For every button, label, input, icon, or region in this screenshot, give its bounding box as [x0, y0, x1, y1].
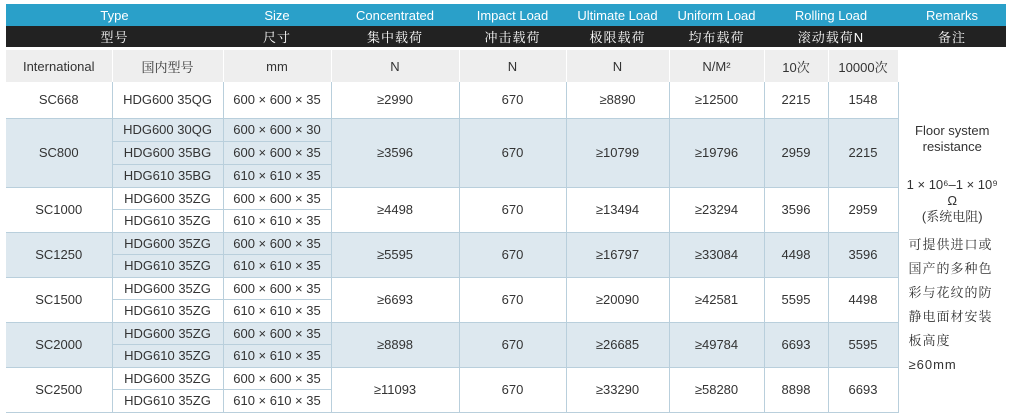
international-model: SC800 — [6, 118, 112, 187]
remarks-resistance: Floor system resistance — [915, 123, 990, 154]
unit-ultimate: N — [566, 49, 669, 83]
concentrated-load: ≥8898 — [331, 322, 459, 367]
rolling-load-10000: 4498 — [828, 277, 898, 322]
header-concentrated-cn: 集中载荷 — [331, 26, 459, 49]
panel-size: 600 × 600 × 35 — [223, 82, 331, 118]
panel-size: 600 × 600 × 35 — [223, 187, 331, 210]
unit-size: mm — [223, 49, 331, 83]
uniform-load: ≥58280 — [669, 367, 764, 412]
header-concentrated: Concentrated — [331, 4, 459, 26]
international-model: SC1250 — [6, 232, 112, 277]
rolling-load-10000: 6693 — [828, 367, 898, 412]
international-model: SC1500 — [6, 277, 112, 322]
panel-size: 610 × 610 × 35 — [223, 210, 331, 233]
uniform-load: ≥33084 — [669, 232, 764, 277]
unit-rolling-10: 10次 — [764, 49, 828, 83]
international-model: SC2000 — [6, 322, 112, 367]
unit-uniform: N/M² — [669, 49, 764, 83]
panel-size: 610 × 610 × 35 — [223, 345, 331, 368]
unit-impact: N — [459, 49, 566, 83]
impact-load: 670 — [459, 277, 566, 322]
concentrated-load: ≥3596 — [331, 118, 459, 187]
international-model: SC668 — [6, 82, 112, 118]
rolling-load-10: 3596 — [764, 187, 828, 232]
ultimate-load: ≥16797 — [566, 232, 669, 277]
unit-concentrated: N — [331, 49, 459, 83]
header-row-units — [6, 49, 1006, 83]
uniform-load: ≥49784 — [669, 322, 764, 367]
domestic-model: HDG600 35ZG — [112, 277, 223, 300]
panel-size: 610 × 610 × 35 — [223, 390, 331, 413]
header-row-chinese — [6, 26, 1006, 49]
remarks-cn-line: 板高度 — [908, 333, 951, 348]
header-type: Type — [6, 4, 223, 26]
unit-remarks-blank — [898, 49, 1006, 83]
uniform-load: ≥19796 — [669, 118, 764, 187]
table-row — [6, 367, 1006, 390]
impact-load: 670 — [459, 82, 566, 118]
panel-size: 600 × 600 × 35 — [223, 277, 331, 300]
rolling-load-10000: 5595 — [828, 322, 898, 367]
domestic-model: HDG600 30QG — [112, 118, 223, 141]
uniform-load: ≥12500 — [669, 82, 764, 118]
domestic-model: HDG610 35ZG — [112, 300, 223, 323]
domestic-model: HDG610 35BG — [112, 164, 223, 187]
domestic-model: HDG610 35ZG — [112, 255, 223, 278]
rolling-load-10000: 2215 — [828, 118, 898, 187]
panel-size: 600 × 600 × 35 — [223, 367, 331, 390]
domestic-model: HDG600 35ZG — [112, 322, 223, 345]
rolling-load-10000: 2959 — [828, 187, 898, 232]
international-model: SC1000 — [6, 187, 112, 232]
load-spec-table — [6, 4, 1006, 413]
remarks-cn-line: 国产的多种色 — [908, 261, 993, 276]
header-size-cn: 尺寸 — [223, 26, 331, 49]
header-ultimate-load: Ultimate Load — [566, 4, 669, 26]
ultimate-load: ≥33290 — [566, 367, 669, 412]
table-row — [6, 82, 1006, 118]
unit-international: International — [6, 49, 112, 83]
remarks-system-resistance: (系统电阻) — [921, 209, 983, 224]
panel-size: 610 × 610 × 35 — [223, 164, 331, 187]
concentrated-load: ≥6693 — [331, 277, 459, 322]
panel-size: 600 × 600 × 35 — [223, 232, 331, 255]
header-row-english — [6, 4, 1006, 26]
domestic-model: HDG610 35ZG — [112, 345, 223, 368]
ultimate-load: ≥13494 — [566, 187, 669, 232]
remarks-range — [905, 177, 1001, 225]
domestic-model: HDG610 35ZG — [112, 210, 223, 233]
header-uniform-cn: 均布载荷 — [669, 26, 764, 49]
panel-size: 600 × 600 × 35 — [223, 322, 331, 345]
concentrated-load: ≥11093 — [331, 367, 459, 412]
table-row — [6, 322, 1006, 345]
rolling-load-10000: 1548 — [828, 82, 898, 118]
concentrated-load: ≥2990 — [331, 82, 459, 118]
rolling-load-10: 5595 — [764, 277, 828, 322]
concentrated-load: ≥4498 — [331, 187, 459, 232]
domestic-model: HDG600 35QG — [112, 82, 223, 118]
ultimate-load: ≥8890 — [566, 82, 669, 118]
unit-rolling-10000: 10000次 — [828, 49, 898, 83]
impact-load: 670 — [459, 322, 566, 367]
header-remarks-cn: 备注 — [898, 26, 1006, 49]
ultimate-load: ≥26685 — [566, 322, 669, 367]
domestic-model: HDG610 35ZG — [112, 390, 223, 413]
table-body — [6, 82, 1006, 412]
panel-size: 610 × 610 × 35 — [223, 300, 331, 323]
header-ultimate-cn: 极限载荷 — [566, 26, 669, 49]
ultimate-load: ≥10799 — [566, 118, 669, 187]
impact-load: 670 — [459, 187, 566, 232]
table-row — [6, 118, 1006, 141]
remarks-cn-line: 静电面材安装 — [908, 309, 993, 324]
header-uniform-load: Uniform Load — [669, 4, 764, 26]
unit-domestic-model: 国内型号 — [112, 49, 223, 83]
concentrated-load: ≥5595 — [331, 232, 459, 277]
uniform-load: ≥42581 — [669, 277, 764, 322]
panel-size: 600 × 600 × 35 — [223, 141, 331, 164]
domestic-model: HDG600 35ZG — [112, 367, 223, 390]
header-rolling-load: Rolling Load — [764, 4, 898, 26]
remarks-cn-line: 可提供进口或 — [908, 237, 993, 252]
panel-size: 600 × 600 × 30 — [223, 118, 331, 141]
impact-load: 670 — [459, 232, 566, 277]
remarks-cell — [898, 82, 1006, 412]
ultimate-load: ≥20090 — [566, 277, 669, 322]
table-row — [6, 187, 1006, 210]
remarks-cn-line: 彩与花纹的防 — [908, 285, 993, 300]
domestic-model: HDG600 35ZG — [112, 232, 223, 255]
rolling-load-10000: 3596 — [828, 232, 898, 277]
rolling-load-10: 4498 — [764, 232, 828, 277]
international-model: SC2500 — [6, 367, 112, 412]
uniform-load: ≥23294 — [669, 187, 764, 232]
remarks-chinese — [905, 235, 1001, 375]
header-type-cn: 型号 — [6, 26, 223, 49]
rolling-load-10: 8898 — [764, 367, 828, 412]
remarks-cn-line: ≥60mm — [908, 357, 957, 372]
header-size: Size — [223, 4, 331, 26]
table-row — [6, 232, 1006, 255]
impact-load: 670 — [459, 118, 566, 187]
panel-size: 610 × 610 × 35 — [223, 255, 331, 278]
rolling-load-10: 2959 — [764, 118, 828, 187]
header-impact-cn: 冲击载荷 — [459, 26, 566, 49]
impact-load: 670 — [459, 367, 566, 412]
table-row — [6, 277, 1006, 300]
remarks-range-text: 1 × 10⁶–1 × 10⁹ Ω — [906, 177, 998, 208]
header-rolling-cn: 滚动载荷N — [764, 26, 898, 49]
domestic-model: HDG600 35ZG — [112, 187, 223, 210]
header-remarks: Remarks — [898, 4, 1006, 26]
domestic-model: HDG600 35BG — [112, 141, 223, 164]
rolling-load-10: 2215 — [764, 82, 828, 118]
header-impact-load: Impact Load — [459, 4, 566, 26]
rolling-load-10: 6693 — [764, 322, 828, 367]
